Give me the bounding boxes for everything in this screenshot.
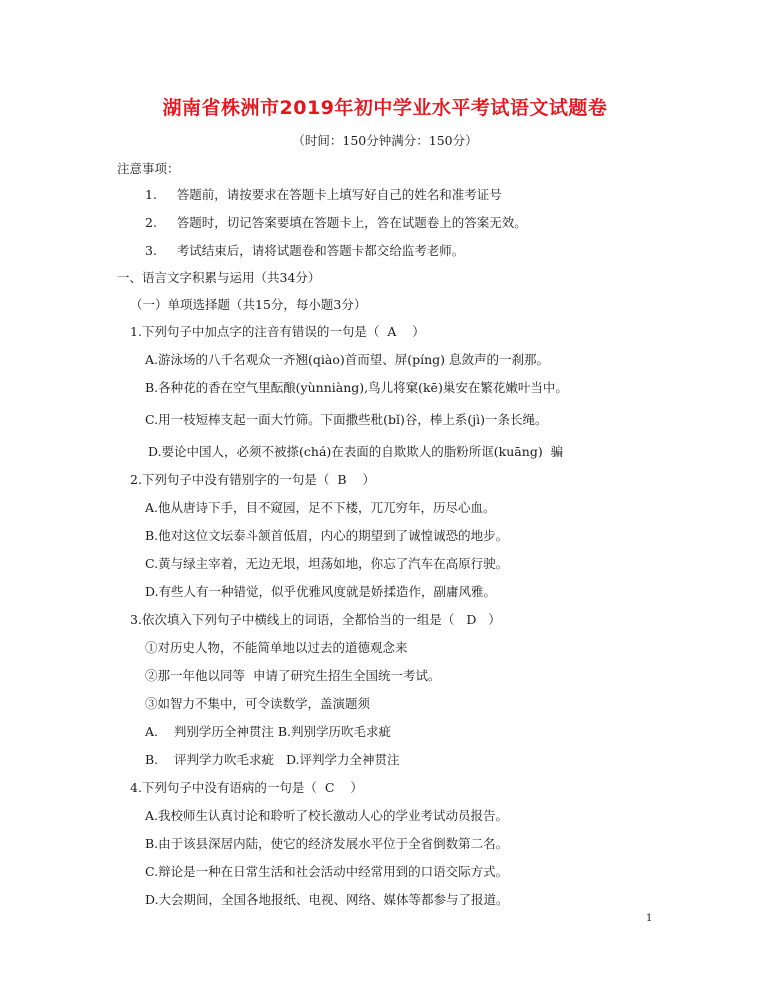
question-stem: 1.下列句子中加点字的注音有错误的一句是（ A ） [130, 324, 425, 339]
question-option: B. 评判学力吹毛求疵 D.评判学力全神贯注 [145, 752, 400, 767]
question-stem: 3.依次填入下列句子中横线上的词语，全都恰当的一组是（ D ） [130, 612, 501, 627]
question-option: C.黄与绿主宰着，无边无垠，坦荡如地，你忘了汽车在高原行驶。 [145, 556, 509, 571]
notice-item: 3. 考试结束后，请将试题卷和答题卡都交给监考老师。 [145, 243, 465, 258]
question-option: A.我校师生认真讨论和聆听了校长激动人心的学业考试动员报告。 [145, 808, 509, 823]
notice-item: 1. 答题前，请按要求在答题卡上填写好自己的姓名和准考证号 [145, 187, 502, 202]
sub-section-heading: （一）单项选择题（共15分，每小题3分） [130, 297, 367, 312]
question-option: C.辩论是一种在日常生活和社会活动中经常用到的口语交际方式。 [145, 864, 509, 879]
question-option: ①对历史人物，不能简单地以过去的道德观念来 [145, 640, 408, 655]
notice-item: 2. 答题时，切记答案要填在答题卡上，答在试题卷上的答案无效。 [145, 215, 527, 230]
exam-title: 湖南省株洲市2019年初中学业水平考试语文试题卷 [162, 97, 608, 119]
question-option: A.他从唐诗下手，目不窥园，足不下楼，兀兀穷年，历尽心血。 [145, 500, 496, 515]
question-option: A. 判别学历全神贯注 B.判别学历吹毛求疵 [145, 724, 392, 739]
question-option: B.各种花的香在空气里酝酿(yùnniàng),鸟儿将窠(kē)巢安在繁花嫩叶当中。 [145, 380, 568, 395]
question-stem: 4.下列句子中没有语病的一句是（ C ） [130, 780, 363, 795]
question-option: C.用一枝短棒支起一面大竹筛。下面撒些秕(bǐ)谷，棒上系(jì)一条长绳。 [145, 412, 548, 427]
question-option: ③如智力不集中，可令读数学，盖演题须 [145, 696, 371, 711]
question-stem: 2.下列句子中没有错别字的一句是（ B ） [130, 472, 375, 487]
exam-subtitle: （时间：150分钟满分：150分） [292, 133, 478, 148]
section-heading: 一、语言文字积累与运用（共34分） [117, 270, 321, 285]
question-option: D.有些人有一种错觉，似乎优雅风度就是娇揉造作，副庸风雅。 [145, 584, 497, 599]
question-option: D.要论中国人，必须不被搽(chá)在表面的自欺欺人的脂粉所诓(kuāng) 骗 [148, 444, 564, 459]
notice-heading: 注意事项： [117, 161, 180, 176]
question-option: ②那一年他以同等 申请了研究生招生全国统一考试。 [145, 668, 441, 683]
question-option: D.大会期间，全国各地报纸、电视、网络、媒体等都参与了报道。 [145, 892, 509, 907]
question-option: B.他对这位文坛泰斗颔首低眉，内心的期望到了诚惶诚恐的地步。 [145, 528, 509, 543]
page-number: 1 [646, 913, 653, 924]
question-option: A.游泳场的八千名观众一齐翘(qiào)首而望、屏(píng) 息敛声的一刹那。 [145, 352, 550, 367]
question-option: B.由于该县深居内陆，使它的经济发展水平位于全省倒数第二名。 [145, 836, 509, 851]
